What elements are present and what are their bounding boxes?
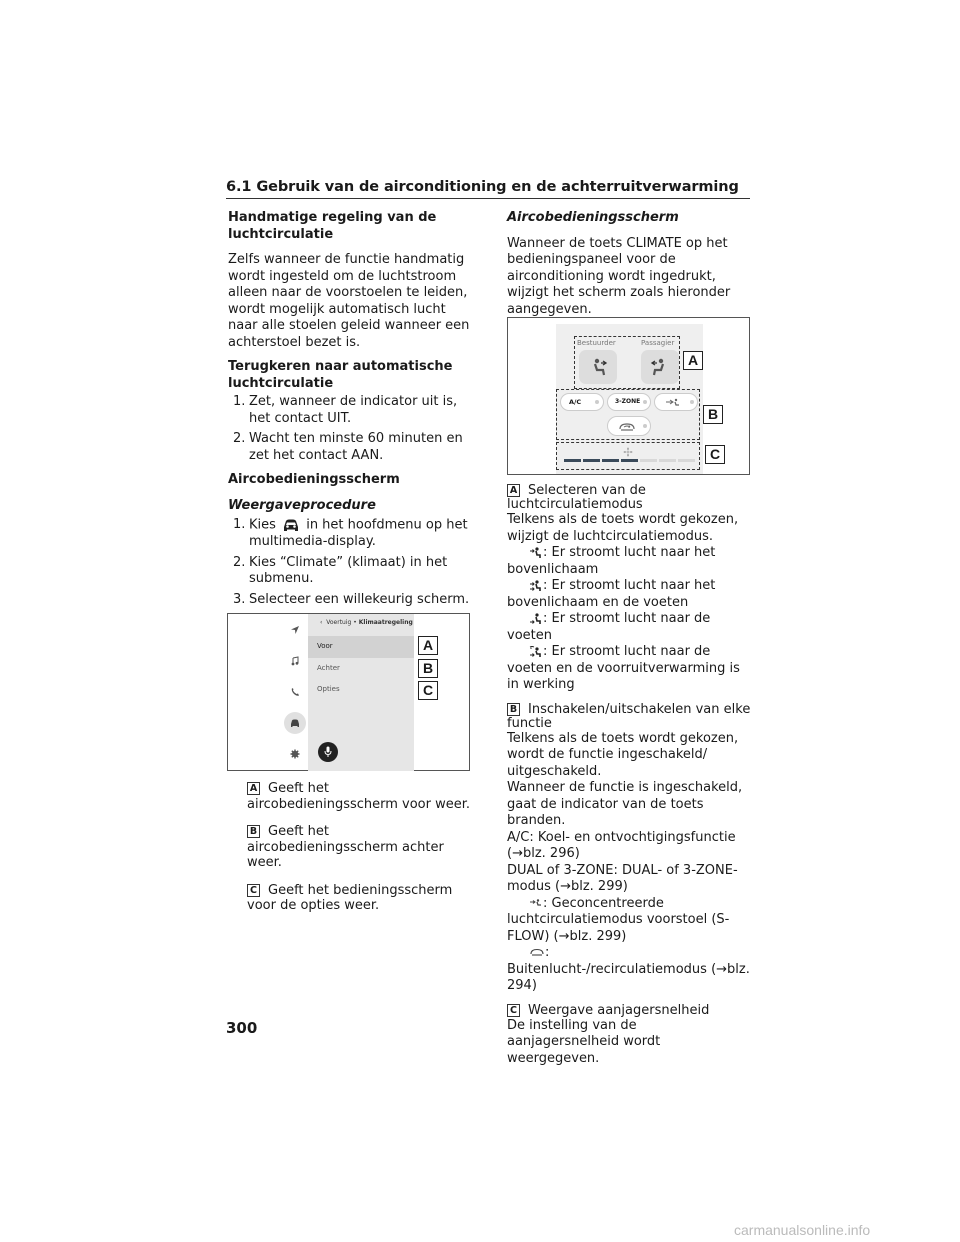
multimedia-screen-illustration <box>227 613 470 771</box>
music-icon[interactable] <box>290 656 300 666</box>
indicator-dot <box>643 400 647 404</box>
note-c: C Geeft het bedieningsscherm voor de opties weer. <box>247 882 453 913</box>
ac-button[interactable]: A/C <box>560 393 604 411</box>
section-header <box>226 179 750 199</box>
airflow-mode-item: : Er stroomt lucht naar de voeten en de voorruitverwarming is in werking <box>507 644 740 692</box>
note-b-paragraph: Wanneer de functie is ingeschakeld, gaat de indicator van de toets branden. <box>507 780 743 828</box>
fan-speed-segment <box>621 459 638 462</box>
page-number: 300 <box>226 1019 258 1037</box>
fan-speed-segment <box>678 459 695 462</box>
indicator-dot <box>690 400 694 404</box>
note-c-title: C Weergave aanjagersnelheid <box>507 1004 752 1018</box>
note-a: A Geeft het aircobedieningsscherm voor weer. <box>247 781 471 812</box>
label-a: A <box>683 351 703 370</box>
recirculation-icon <box>618 422 636 432</box>
label-c: C <box>705 445 725 464</box>
airflow-feet-defrost-icon <box>529 646 543 658</box>
badge-a: A <box>247 782 260 795</box>
microphone-icon <box>324 746 332 758</box>
note-b-title: B Inschakelen/uitschakelen van elke functie <box>507 701 751 731</box>
label-b: B <box>703 405 723 424</box>
step-item: 2. Wacht ten minste 60 minuten en zet het contact AAN. <box>233 431 463 463</box>
heading-airco-screen-right: Aircobedieningsscherm <box>507 210 679 225</box>
car-icon <box>280 517 302 533</box>
label-c: C <box>418 681 438 700</box>
fan-icon <box>623 447 633 457</box>
note-b-recirc: : Buitenlucht-/recirculatiemodus (→blz. 294) <box>507 945 750 993</box>
indicator-dot <box>595 400 599 404</box>
step-item: 3. Selecteer een willekeurig scherm. <box>233 591 470 607</box>
s-flow-button[interactable] <box>654 393 698 411</box>
back-button[interactable]: ‹ <box>320 619 323 626</box>
airflow-upper-feet-icon <box>650 357 670 377</box>
heading-manual-circulation: Handmatige regeling van de luchtcirculatie <box>228 210 437 242</box>
label-b: B <box>418 659 438 678</box>
fan-speed-bars <box>564 459 696 462</box>
step-item: 2. Kies “Climate” (klimaat) in het submenu. <box>233 554 448 586</box>
recirculation-button[interactable] <box>607 416 651 436</box>
voice-button[interactable] <box>318 742 338 762</box>
menu-item-opties[interactable]: Opties <box>317 685 340 693</box>
step-item: 1. Zet, wanneer de indicator uit is, het contact UIT. <box>233 394 458 426</box>
car-icon[interactable] <box>289 718 301 728</box>
note-b-paragraph: Telkens als de toets wordt gekozen, wordt de functie ingeschakeld/ uitgeschakeld. <box>507 730 739 779</box>
watermark: carmanualsonline.info <box>734 1222 871 1238</box>
right-notes <box>507 484 752 1067</box>
note-a-title: A Selecteren van de luchtcirculatiemodus <box>507 483 646 512</box>
phone-icon[interactable] <box>290 687 300 697</box>
fan-speed-segment <box>640 459 657 462</box>
label-a: A <box>418 636 438 655</box>
step-item: 1. Kies in het hoofdmenu op het multimedia-display. <box>233 517 468 549</box>
airflow-upper-icon <box>529 547 543 559</box>
note-a-paragraph: Telkens als de toets wordt gekozen, wijzigt de luchtcirculatiemodus. <box>507 512 739 544</box>
airflow-mode-item: : Er stroomt lucht naar het bovenlichaam <box>507 545 716 577</box>
recirculation-icon <box>529 948 545 957</box>
passenger-airflow-button[interactable] <box>641 350 679 384</box>
fan-speed-segment <box>602 459 619 462</box>
note-b: B Geeft het aircobedieningsscherm achter weer. <box>247 824 444 870</box>
fan-speed-segment <box>564 459 581 462</box>
fan-speed-segment <box>583 459 600 462</box>
driver-label: Bestuurder <box>577 339 616 347</box>
breadcrumb: ‹ Voertuig • Klimaatregeling <box>320 619 413 626</box>
right-column <box>507 210 752 326</box>
airflow-upper-feet-icon <box>529 580 543 592</box>
heading-airco-screen: Aircobedieningsscherm <box>228 472 400 487</box>
left-notes <box>247 781 472 920</box>
driver-airflow-button[interactable] <box>579 350 617 384</box>
heading-display-procedure: Weergaveprocedure <box>228 497 376 513</box>
badge-c: C <box>507 1004 520 1017</box>
s-flow-icon <box>529 898 543 908</box>
paragraph-climate-key: Wanneer de toets CLIMATE op het bedieningspaneel voor de airconditioning wordt ingedrukt, wijzigt het scherm zoals hieronder aangegeven. <box>507 235 731 317</box>
note-c-paragraph: De instelling van de aanjagersnelheid wordt weergegeven. <box>507 1017 661 1066</box>
s-flow-icon <box>665 397 681 408</box>
airflow-feet-icon <box>529 613 543 625</box>
indicator-dot <box>643 424 647 428</box>
zone-button[interactable]: 3-ZONE <box>607 393 651 411</box>
note-b-zone: DUAL of 3-ZONE: DUAL- of 3-ZONE-modus (→blz. 299) <box>507 862 738 894</box>
navigation-icon[interactable] <box>290 625 300 635</box>
steps-auto-circulation <box>228 394 473 464</box>
left-column <box>228 210 473 612</box>
paragraph-manual-circulation: Zelfs wanneer de functie handmatig wordt ingesteld om de luchtstroom alleen naar de voorstoelen te leiden, wordt mogelijk automatisch lucht naar alle stoelen geleid wanneer een achterstoel bezet is. <box>228 252 470 350</box>
badge-b: B <box>507 703 520 716</box>
badge-b: B <box>247 825 260 838</box>
menu-item-voor[interactable]: Voor <box>317 642 333 650</box>
passenger-label: Passagier <box>641 339 675 347</box>
heading-auto-circulation: Terugkeren naar automatische luchtcirculatie <box>228 359 453 391</box>
airflow-upper-feet-icon <box>588 357 608 377</box>
airflow-mode-item: : Er stroomt lucht naar het bovenlichaam en de voeten <box>507 578 716 610</box>
badge-a: A <box>507 484 520 497</box>
climate-screen-illustration <box>507 317 750 475</box>
badge-c: C <box>247 884 260 897</box>
note-b-ac: A/C: Koel- en ontvochtigingsfunctie (→blz. 296) <box>507 829 736 861</box>
note-b-sflow: : Geconcentreerde luchtcirculatiemodus voorstoel (S-FLOW) (→blz. 299) <box>507 895 730 944</box>
gear-icon[interactable] <box>290 749 300 759</box>
menu-item-achter[interactable]: Achter <box>317 664 340 672</box>
airflow-mode-item: : Er stroomt lucht naar de voeten <box>507 611 711 643</box>
fan-speed-segment <box>659 459 676 462</box>
section-title: 6.1 Gebruik van de airconditioning en de achterruitverwarming <box>226 179 739 195</box>
